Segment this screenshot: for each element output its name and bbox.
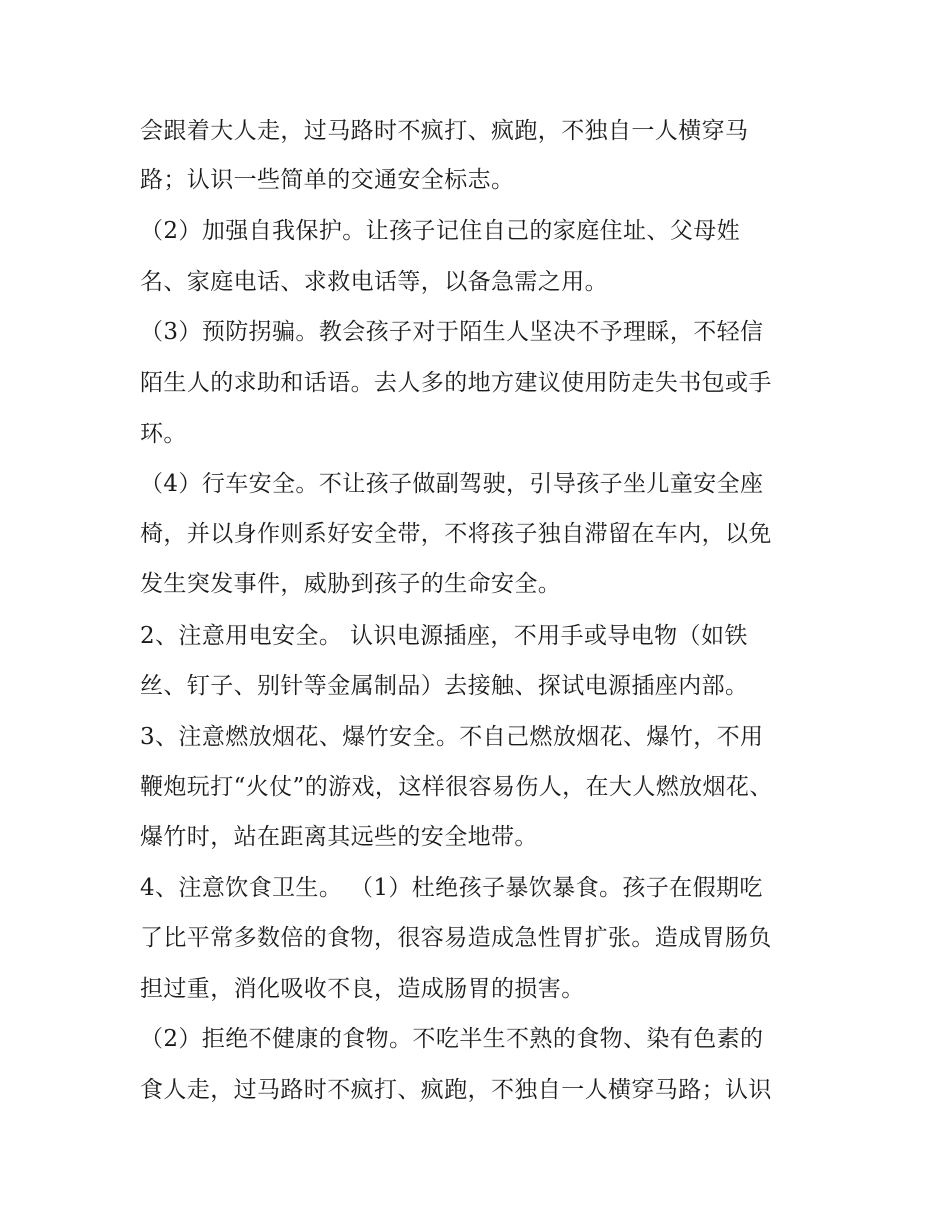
text-line: （4）行车安全。不让孩子做副驾驶，引导孩子坐儿童安全座: [140, 471, 764, 497]
text-line: 会跟着大人走，过马路时不疯打、疯跑，不独自一人横穿马: [140, 118, 749, 144]
text-line: 陌生人的求助和话语。去人多的地方建议使用防走失书包或手: [140, 370, 772, 396]
text-line: 担过重，消化吸收不良，造成肠胃的损害。: [140, 976, 585, 1002]
text-line: 了比平常多数倍的食物，很容易造成急性胃扩张。造成胃肠负: [140, 925, 772, 951]
text-line: 环。: [140, 421, 187, 447]
text-line: 爆竹时，站在距离其远些的安全地带。: [140, 824, 538, 850]
text-line: （2）拒绝不健康的食物。不吃半生不熟的食物、染有色素的: [140, 1026, 764, 1052]
text-line: 发生突发事件，威胁到孩子的生命安全。: [140, 571, 562, 597]
text-line: 2、注意用电安全。 认识电源插座，不用手或导电物（如铁: [140, 623, 748, 649]
text-line: 路；认识一些简单的交通安全标志。: [140, 167, 515, 193]
text-line: 鞭炮玩打“火仗”的游戏，这样很容易伤人，在大人燃放烟花、: [140, 774, 773, 800]
text-line: （3）预防拐骗。教会孩子对于陌生人坚决不予理睬，不轻信: [140, 319, 764, 345]
text-line: （2）加强自我保护。让孩子记住自己的家庭住址、父母姓: [140, 218, 741, 244]
text-line: 椅，并以身作则系好安全带，不将孩子独自滞留在车内，以免: [140, 521, 772, 547]
text-line: 丝、钉子、别针等金属制品）去接触、探试电源插座内部。: [140, 673, 749, 699]
text-line: 食人走，过马路时不疯打、疯跑，不独自一人横穿马路；认识: [140, 1077, 772, 1103]
text-line: 4、注意饮食卫生。 （1）杜绝孩子暴饮暴食。孩子在假期吃: [140, 875, 763, 901]
text-line: 3、注意燃放烟花、爆竹安全。不自己燃放烟花、爆竹，不用: [140, 724, 764, 750]
text-line: 名、家庭电话、求救电话等，以备急需之用。: [140, 269, 608, 295]
